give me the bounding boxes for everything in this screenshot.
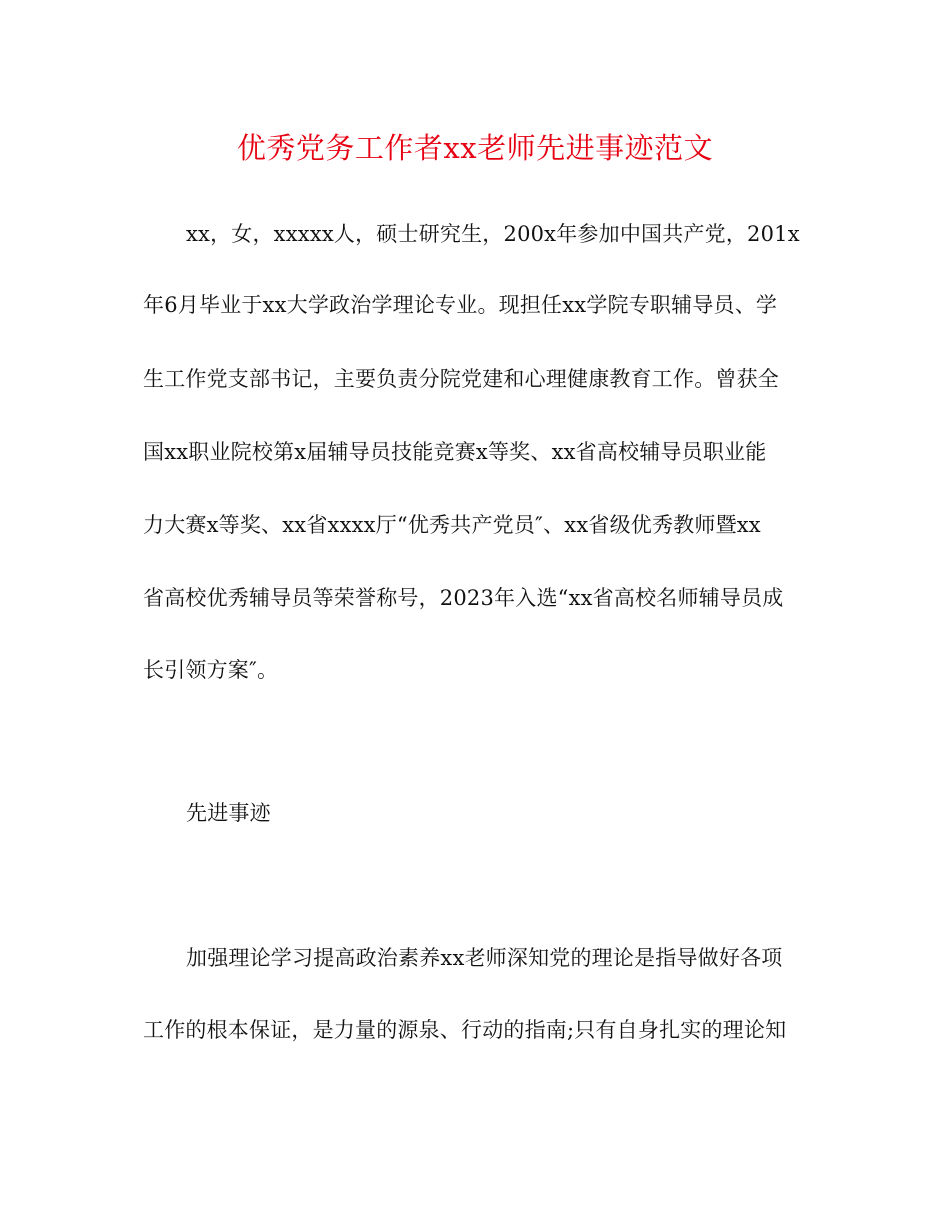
intro-line-4: 国xx职业院校第x届辅导员技能竞赛x等奖、xx省高校辅导员职业能 [143,440,767,464]
body-line-1: 加强理论学习提高政治素养xx老师深知党的理论是指导做好各项 [186,946,783,970]
intro-line-5: 力大赛x等奖、xx省xxxx厅“优秀共产党员″、xx省级优秀教师暨xx [143,513,761,537]
section-heading: 先进事迹 [186,801,271,825]
body-line-2: 工作的根本保证，是力量的源泉、行动的指南;只有自身扎实的理论知 [143,1018,787,1042]
intro-line-7: 长引领方案″。 [143,658,279,682]
intro-line-6: 省高校优秀辅导员等荣誉称号，2023年入选“xx省高校名师辅导员成 [143,586,784,610]
intro-line-1: xx，女，xxxxx人，硕士研究生，200x年参加中国共产党，201x [186,222,800,246]
document-title: 优秀党务工作者xx老师先进事迹范文 [236,131,714,165]
intro-line-3: 生工作党支部书记，主要负责分院党建和心理健康教育工作。曾获全 [143,367,779,391]
intro-line-2: 年6月毕业于xx大学政治学理论专业。现担任xx学院专职辅导员、学 [143,293,778,317]
